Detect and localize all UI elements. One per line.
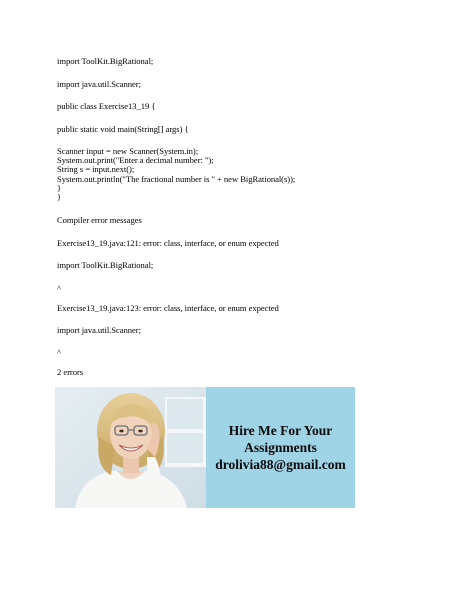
code-line-closing-brace-1: } [57,183,62,193]
ad-photo-woman-with-glasses [55,387,206,508]
ad-email-link[interactable]: drolivia88@gmail.com [215,457,346,472]
ad-headline: Hire Me For Your [228,423,333,438]
error-message-2: Exercise13_19.java:123: error: class, interface, or enum expected [57,303,279,313]
compiler-error-heading: Compiler error messages [57,215,142,225]
code-line-class-declaration: public class Exercise13_19 { [57,101,156,111]
error-source-line-2: import java.util.Scanner; [57,325,141,335]
code-line-closing-brace-2: } [57,192,62,202]
code-line-string-input: String s = input.next(); [57,164,135,174]
error-source-line-1: import ToolKit.BigRational; [57,260,154,270]
code-line-scanner-input: Scanner input = new Scanner(System.in); [57,146,199,156]
hire-me-ad-banner[interactable] [55,387,355,508]
error-message-1: Exercise13_19.java:121: error: class, interface, or enum expected [57,238,279,248]
ad-text-panel [206,387,355,508]
error-caret-1: ^ [57,283,61,293]
code-line-print-prompt: System.out.print("Enter a decimal number: "); [57,155,214,165]
error-caret-2: ^ [57,347,61,357]
code-line-println-result: System.out.println("The fractional number is " + new BigRational(s)); [57,174,296,184]
error-count: 2 errors [57,367,84,377]
ad-subheadline: Assignments [244,440,317,455]
code-line-main-method: public static void main(String[] args) { [57,124,189,134]
code-line-import-scanner: import java.util.Scanner; [57,79,141,89]
code-line-import-bigrational: import ToolKit.BigRational; [57,56,154,66]
